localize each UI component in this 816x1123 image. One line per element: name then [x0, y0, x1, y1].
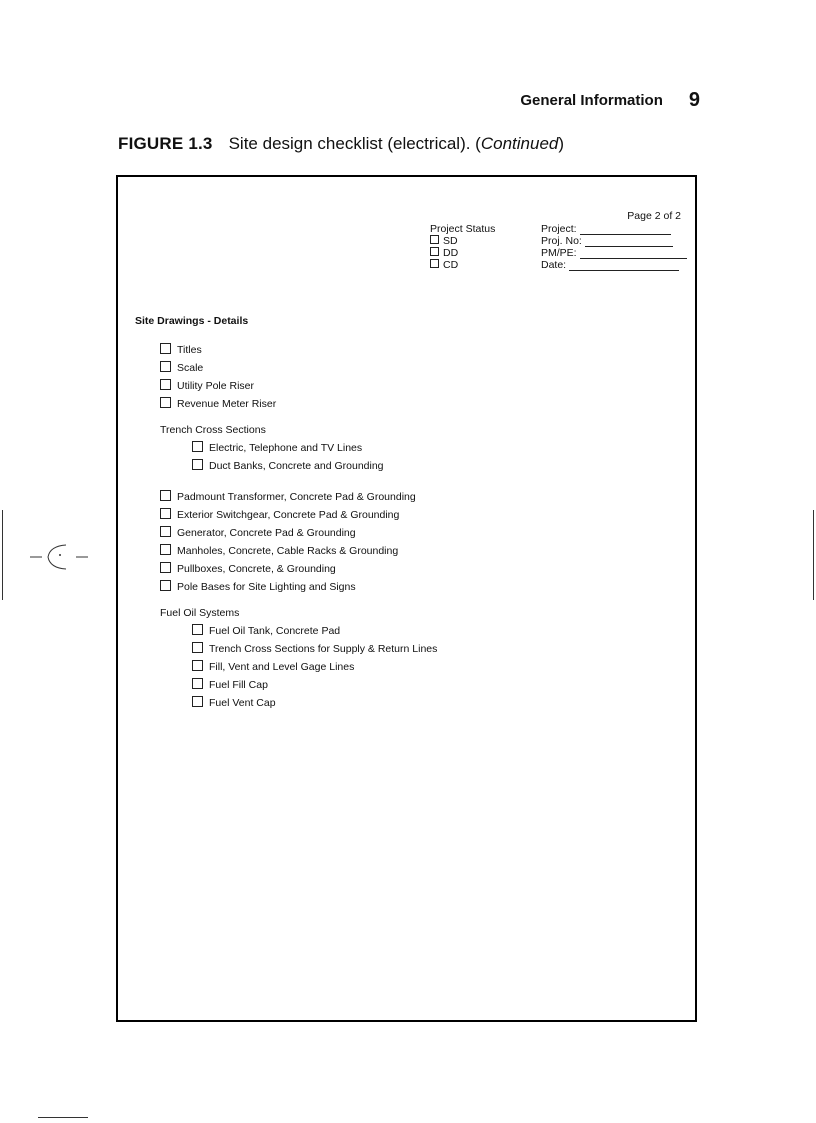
checklist-item-label: Generator, Concrete Pad & Grounding — [177, 527, 356, 539]
checklist-item-label: Pole Bases for Site Lighting and Signs — [177, 581, 356, 593]
checkbox-icon — [160, 508, 171, 519]
checkbox-icon — [160, 490, 171, 501]
status-option-label: DD — [443, 247, 459, 259]
checkbox-icon — [160, 526, 171, 537]
checklist-item-label: Duct Banks, Concrete and Grounding — [209, 460, 384, 472]
project-status — [430, 223, 495, 271]
running-head — [520, 88, 700, 111]
checklist-item-label: Fuel Vent Cap — [209, 697, 276, 709]
checkbox-icon — [430, 259, 439, 268]
field-date[interactable] — [541, 259, 687, 271]
checklist-item-duct-banks[interactable] — [192, 459, 384, 472]
checklist-form — [116, 175, 697, 1022]
checklist-item-pullboxes[interactable] — [160, 562, 336, 575]
checklist-item-label: Exterior Switchgear, Concrete Pad & Grounding — [177, 509, 400, 521]
checklist-item-supply-return-lines[interactable] — [192, 642, 437, 655]
checklist-item-label: Pullboxes, Concrete, & Grounding — [177, 563, 336, 575]
checkbox-icon — [192, 441, 203, 452]
fuel-heading: Fuel Oil Systems — [160, 607, 240, 619]
checklist-item-label: Utility Pole Riser — [177, 380, 255, 392]
status-option-sd[interactable] — [430, 235, 495, 247]
field-label: PM/PE: — [541, 247, 577, 259]
crop-mark-right — [813, 510, 814, 600]
checklist-item-label: Manholes, Concrete, Cable Racks & Grounding — [177, 545, 399, 557]
checklist-item-utility-pole-riser[interactable] — [160, 379, 254, 392]
status-option-label: CD — [443, 259, 459, 271]
status-option-label: SD — [443, 235, 458, 247]
checklist-item-label: Titles — [177, 344, 202, 356]
figure-label: FIGURE 1.3 — [118, 134, 213, 153]
field-pm-pe[interactable] — [541, 247, 687, 259]
checklist-item-manholes[interactable] — [160, 544, 398, 557]
checkbox-icon — [160, 379, 171, 390]
checkbox-icon — [192, 660, 203, 671]
checkbox-icon — [192, 459, 203, 470]
checklist-item-fuel-fill-cap[interactable] — [192, 678, 268, 691]
checkbox-icon — [430, 247, 439, 256]
checklist-item-fill-vent-gage-lines[interactable] — [192, 660, 354, 673]
checklist-item-pole-bases[interactable] — [160, 580, 356, 593]
field-blank[interactable] — [580, 225, 671, 235]
checklist-item-titles[interactable] — [160, 343, 202, 356]
checkbox-icon — [160, 580, 171, 591]
checklist-item-electric-lines[interactable] — [192, 441, 362, 454]
field-label: Proj. No: — [541, 235, 582, 247]
figure-caption-text: Site design checklist (electrical). ( — [228, 134, 481, 153]
checklist-item-label: Fuel Fill Cap — [209, 679, 268, 691]
checklist-item-revenue-meter-riser[interactable] — [160, 397, 276, 410]
page-count: Page 2 of 2 — [627, 210, 681, 222]
registration-mark-icon — [28, 540, 92, 574]
field-label: Date: — [541, 259, 567, 271]
checkbox-icon — [192, 624, 203, 635]
checklist-item-label: Electric, Telephone and TV Lines — [209, 442, 363, 454]
running-head-title: General Information — [520, 92, 663, 109]
checkbox-icon — [192, 696, 203, 707]
field-blank[interactable] — [585, 237, 673, 247]
checklist-item-padmount-transformer[interactable] — [160, 490, 416, 503]
section-title: Site Drawings - Details — [135, 315, 249, 327]
figure-caption — [118, 134, 564, 154]
checkbox-icon — [160, 562, 171, 573]
trench-heading: Trench Cross Sections — [160, 424, 266, 436]
checkbox-icon — [192, 642, 203, 653]
figure-caption-close: ) — [558, 134, 565, 153]
status-option-dd[interactable] — [430, 247, 495, 259]
checkbox-icon — [192, 678, 203, 689]
figure-caption-continued: Continued — [480, 134, 559, 153]
checklist-item-label: Padmount Transformer, Concrete Pad & Grounding — [177, 491, 416, 503]
checkbox-icon — [430, 235, 439, 244]
checkbox-icon — [160, 361, 171, 372]
project-status-heading: Project Status — [430, 223, 496, 235]
field-proj-no[interactable] — [541, 235, 687, 247]
field-project[interactable] — [541, 223, 687, 235]
checklist-item-fuel-vent-cap[interactable] — [192, 696, 276, 709]
checklist-item-label: Revenue Meter Riser — [177, 398, 277, 410]
field-blank[interactable] — [569, 261, 679, 271]
field-blank[interactable] — [580, 249, 687, 259]
crop-mark-bottom — [38, 1117, 88, 1118]
checklist-item-generator[interactable] — [160, 526, 356, 539]
checklist-item-label: Trench Cross Sections for Supply & Return Lines — [209, 643, 438, 655]
crop-mark-left — [2, 510, 3, 600]
checklist-item-fuel-oil-tank[interactable] — [192, 624, 340, 637]
page-number: 9 — [688, 89, 700, 111]
checklist-item-label: Scale — [177, 362, 204, 374]
field-label: Project: — [541, 223, 577, 235]
project-fields — [541, 223, 687, 271]
checkbox-icon — [160, 343, 171, 354]
checklist-item-exterior-switchgear[interactable] — [160, 508, 399, 521]
checklist-item-label: Fill, Vent and Level Gage Lines — [209, 661, 355, 673]
checkbox-icon — [160, 544, 171, 555]
checkbox-icon — [160, 397, 171, 408]
checklist-item-scale[interactable] — [160, 361, 203, 374]
checklist-item-label: Fuel Oil Tank, Concrete Pad — [209, 625, 341, 637]
status-option-cd[interactable] — [430, 259, 495, 271]
